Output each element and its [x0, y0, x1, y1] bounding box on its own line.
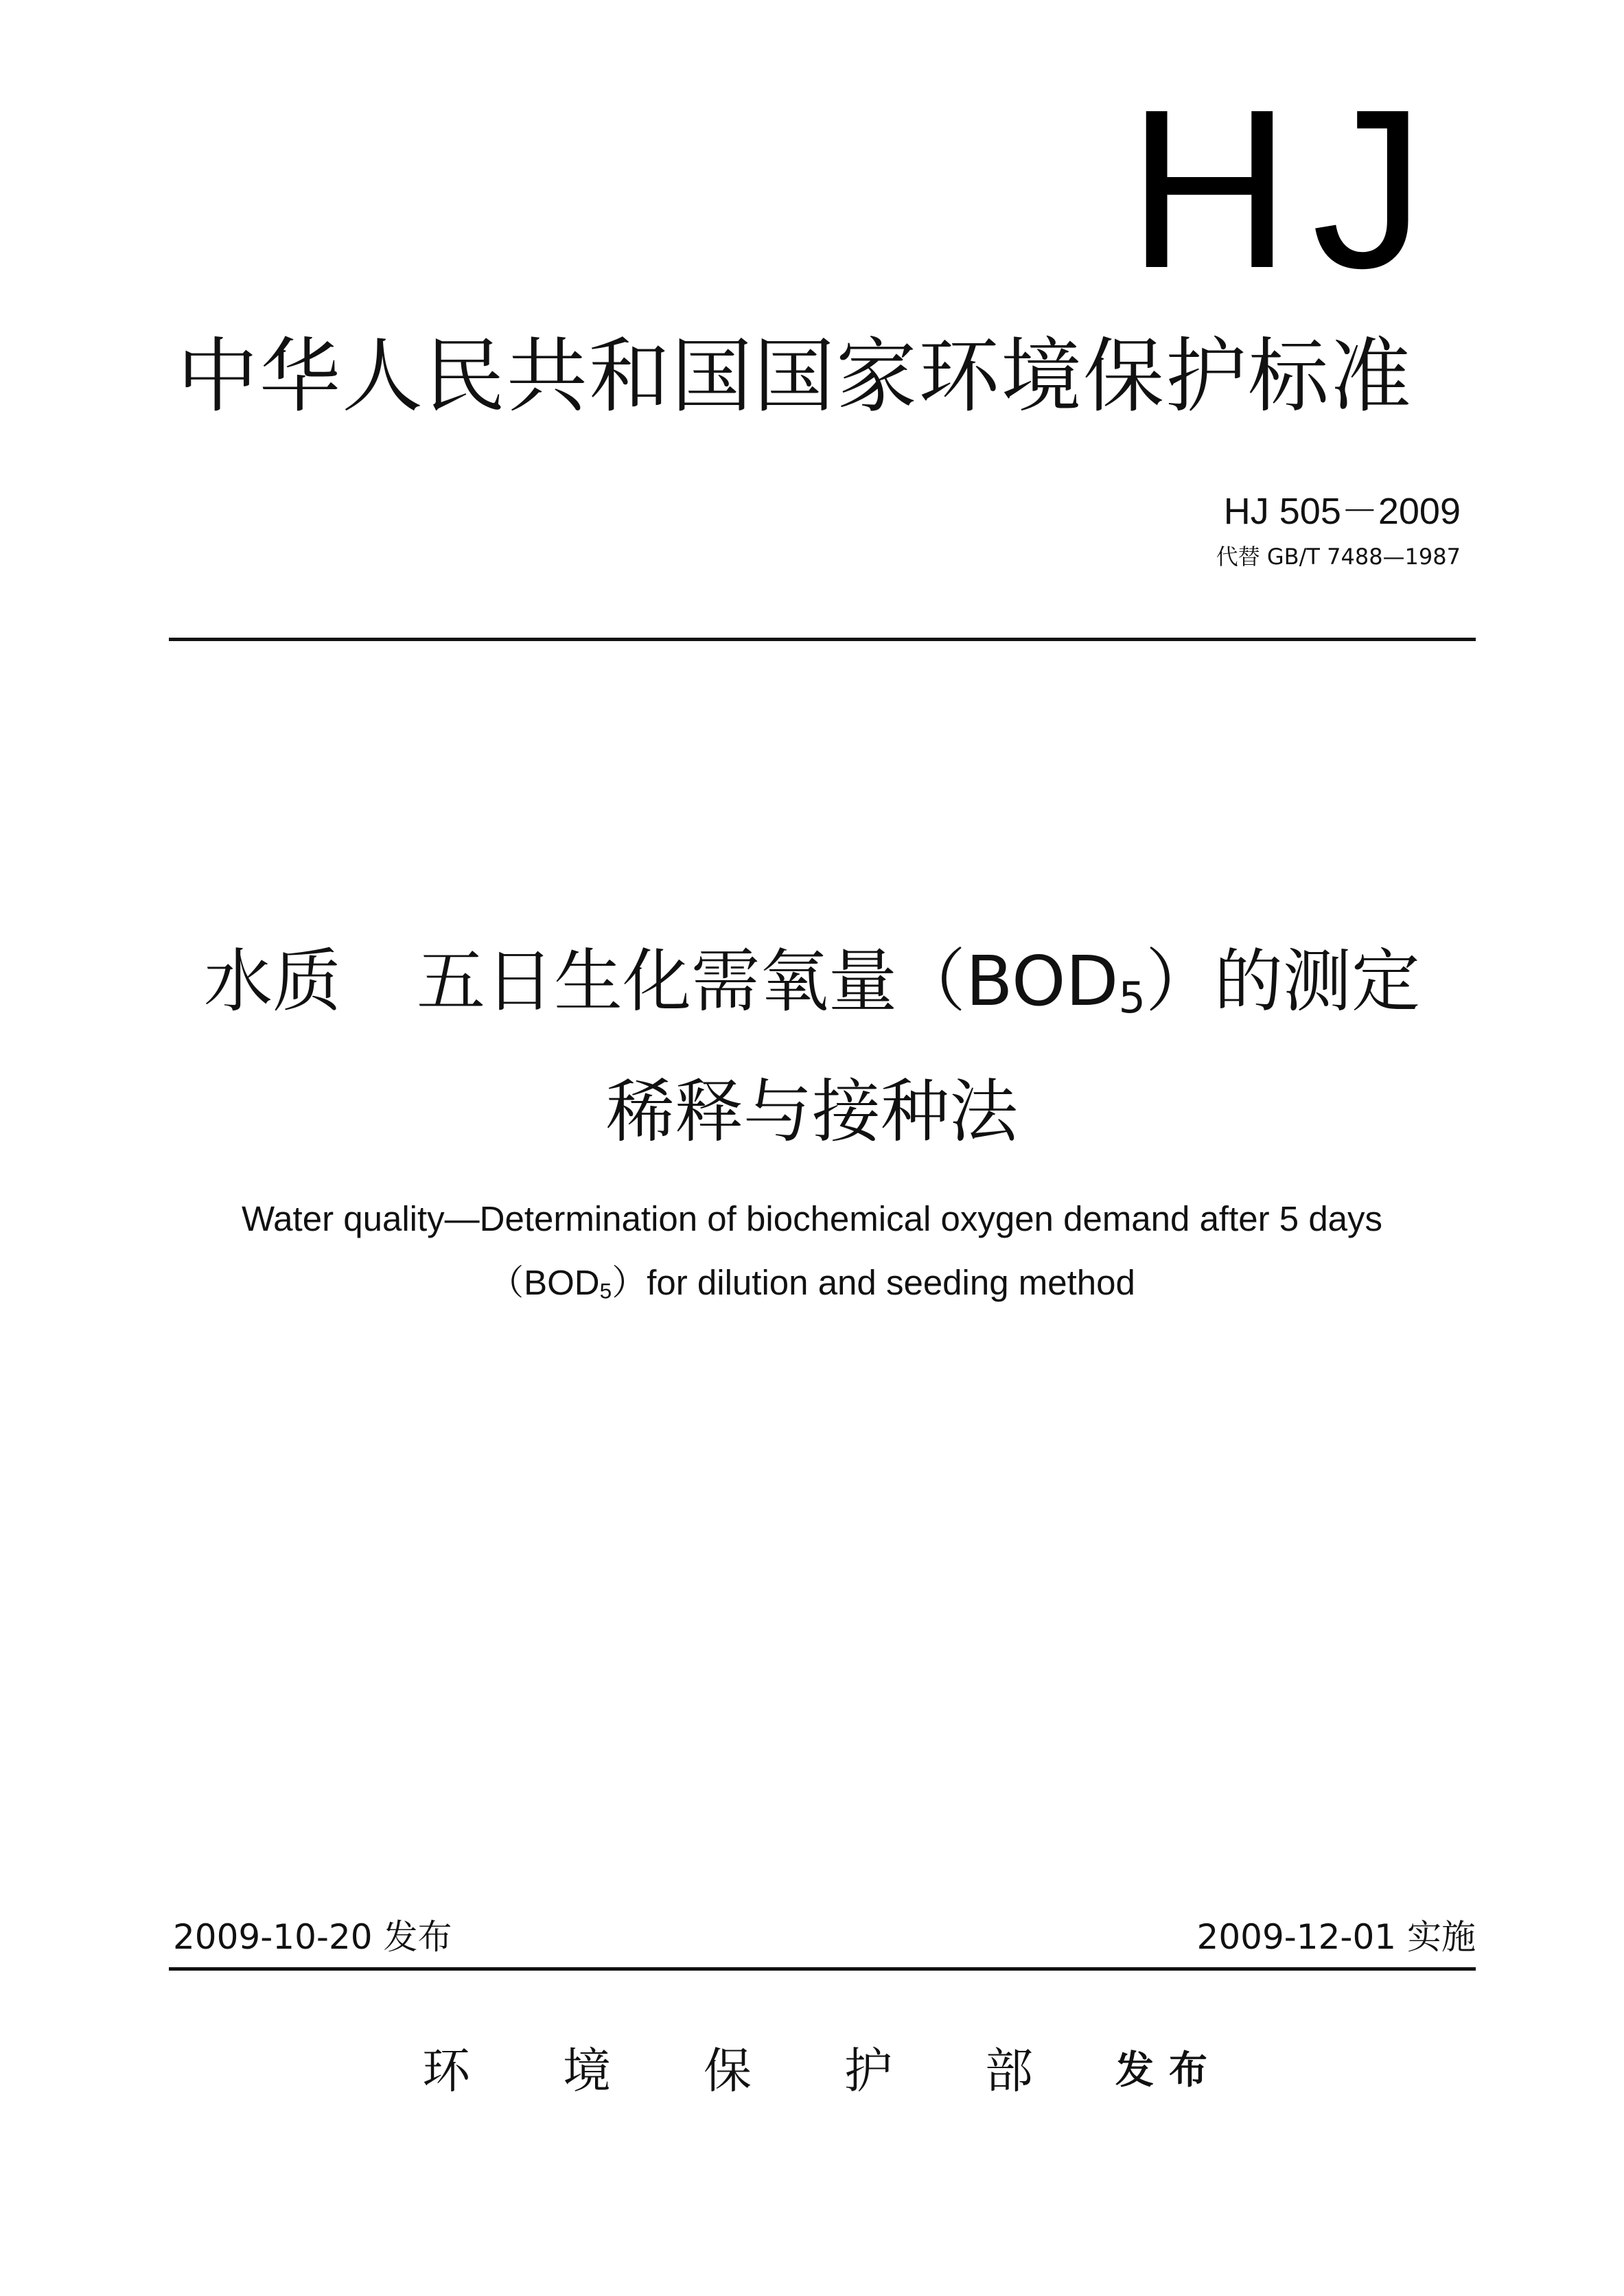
hj-logo: HJ: [1127, 62, 1446, 315]
bottom-divider: [169, 1967, 1476, 1971]
english-title-subscript: 5: [599, 1278, 612, 1303]
publish-label: 发布: [1115, 2048, 1222, 2093]
english-title-line-1: Water quality—Determination of biochemical oxygen demand after 5 days: [241, 1199, 1383, 1238]
standard-number: HJ 505－2009: [1223, 491, 1461, 532]
english-title-line-2: [0, 1262, 1624, 1303]
issue-date: 2009-10-20 发布: [173, 1917, 452, 1957]
english-title-prefix: （BOD: [489, 1263, 600, 1302]
chinese-title-line-1: [0, 940, 1624, 1023]
publisher-name: 环境保护部: [422, 2043, 1126, 2099]
english-title-suffix: ）for dilution and seeding method: [612, 1263, 1135, 1302]
replaces-standard: 代替 GB/T 7488—1987: [1216, 544, 1461, 570]
chinese-title-suffix: ）的测定: [1146, 941, 1420, 1021]
top-divider: [169, 638, 1476, 641]
implementation-date: 2009-12-01 实施: [1196, 1917, 1476, 1957]
chinese-title-main: 五日生化需氧量（BOD: [416, 941, 1119, 1021]
chinese-title-line-2: 稀释与接种法: [606, 1071, 1018, 1152]
chinese-title-prefix: 水质: [203, 941, 341, 1021]
national-standard-title: 中华人民共和国国家环境保护标准: [177, 329, 1413, 424]
chinese-title-subscript: 5: [1118, 973, 1146, 1023]
